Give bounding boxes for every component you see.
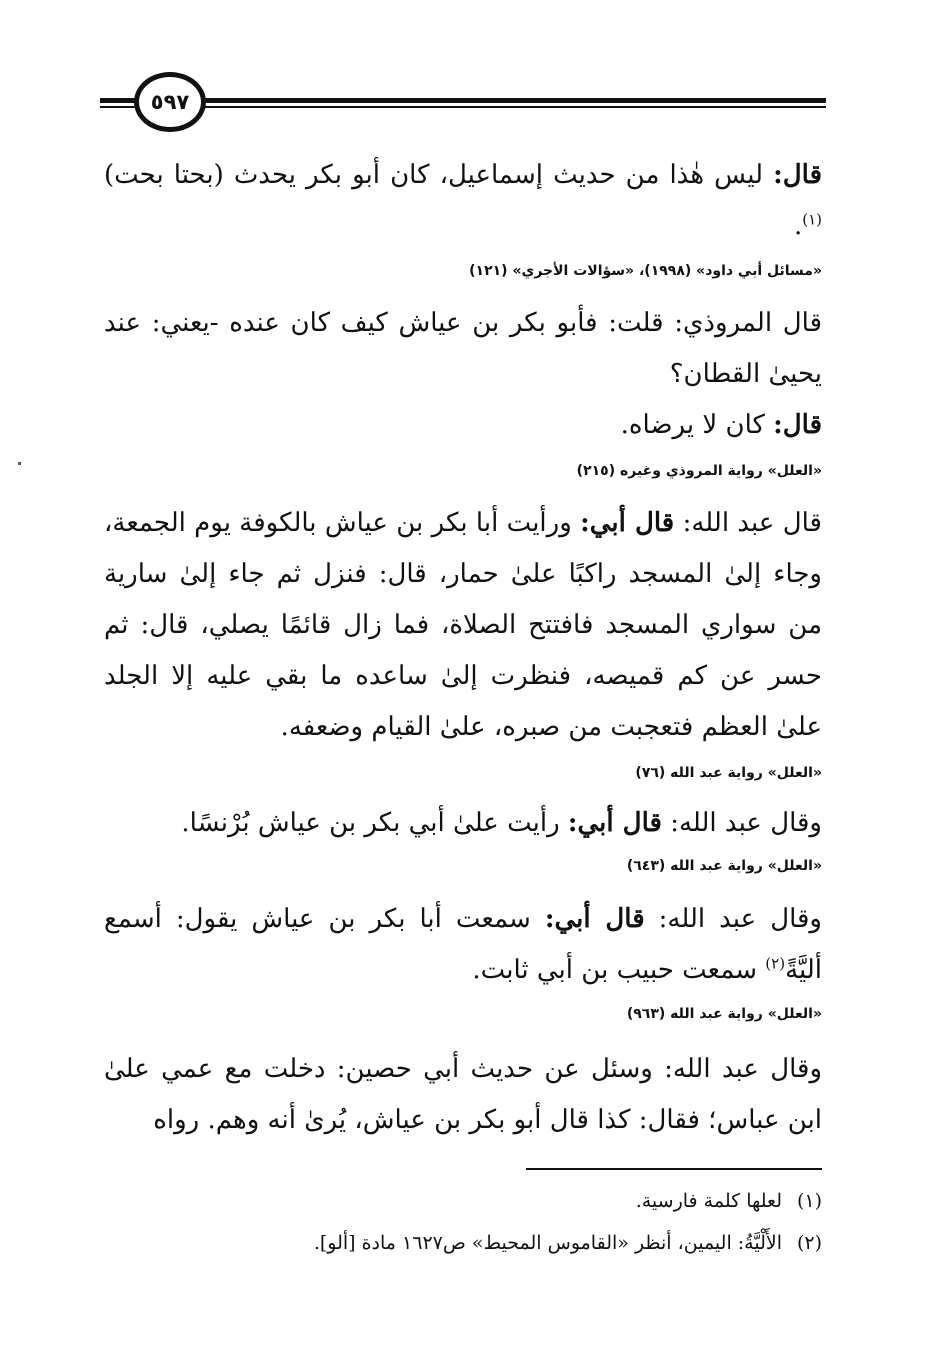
footnote-ref-1: (١) — [802, 210, 822, 229]
header-rule-thick — [200, 98, 826, 103]
paragraph-4 — [104, 498, 822, 753]
paragraph-text: قال المروذي: قلت: فأبو بكر بن عياش كيف كان عنده -يعني: عند يحيىٰ القطان؟ — [104, 308, 822, 389]
paragraph-tail: . — [793, 211, 803, 241]
paragraph-text: رأيت علىٰ أبي بكر بن عياش بُرْنسًا. — [181, 808, 568, 838]
speaker-label: قال أبي: — [580, 508, 675, 538]
footnote-number: (١) — [796, 1190, 822, 1212]
paragraph-text: وقال عبد الله: وسئل عن حديث أبي حصين: دخلت مع عمي علىٰ ابن عباس؛ فقال: كذا قال أبو بكر بن عياش، يُرىٰ أنه وهم. رواه — [104, 1054, 822, 1135]
footnote-2 — [104, 1228, 822, 1258]
source-citation-3: «العلل» رواية عبد الله (٧٦) — [635, 765, 822, 781]
footnote-text: لعلها كلمة فارسية. — [635, 1190, 782, 1212]
paragraph-text: كان لا يرضاه. — [620, 410, 774, 440]
paragraph-6 — [104, 894, 822, 996]
speaker-label: قال أبي: — [567, 808, 662, 838]
paragraph-5 — [104, 798, 822, 849]
paragraph-text: ورأيت أبا بكر بن عياش بالكوفة يوم الجمعة، وجاء إلىٰ المسجد راكبًا علىٰ حمار، قال: فنزل ثم جاء إلىٰ سارية من سواري المسجد فافتتح الصلاة، فما زال قائمًا يصلي، قال: ثم حسر عن كم قميصه، فنظرت إلىٰ ساعده ما بقي عليه إلا الجلد علىٰ العظم فتعجبت من صبره، علىٰ القيام وضعفه. — [104, 508, 822, 742]
paragraph-prefix: قال عبد الله: — [674, 508, 822, 538]
source-citation-5: «العلل» رواية عبد الله (٩٦٣) — [626, 1006, 822, 1022]
scan-speck — [18, 462, 21, 465]
paragraph-tail: سمعت حبيب بن أبي ثابت. — [472, 955, 766, 985]
header-rule-left-thick — [100, 98, 136, 103]
footnote-ref-2: (٢) — [765, 954, 786, 973]
speaker-label: قال أبي: — [544, 904, 645, 934]
header-rule-thin — [200, 106, 826, 108]
footnote-number: (٢) — [796, 1232, 822, 1254]
source-citation-4: «العلل» رواية عبد الله (٦٤٣) — [626, 858, 822, 874]
paragraph-prefix: وقال عبد الله: — [661, 808, 822, 838]
page-header — [100, 72, 826, 132]
page-number: ٥٩٧ — [134, 72, 206, 132]
paragraph-text: سمعت أبا بكر بن عياش يقول: أسمع أليَّةً — [104, 904, 822, 985]
speaker-label: قال: — [773, 410, 822, 440]
paragraph-prefix: وقال عبد الله: — [644, 904, 822, 934]
paragraph-1 — [104, 150, 822, 252]
footnote-text: الأَلْيَّةُ: اليمين، أنظر «القاموس المحيط» ص١٦٢٧ مادة [ألو]. — [313, 1232, 782, 1254]
footnote-separator — [526, 1168, 822, 1170]
source-citation-2: «العلل» رواية المروذي وغيره (٢١٥) — [576, 463, 822, 479]
paragraph-text: ليس هٰذا من حديث إسماعيل، كان أبو بكر يحدث (بحتا بحت) — [104, 160, 774, 190]
footnote-1 — [104, 1186, 822, 1216]
source-citation-1: «مسائل أبي داود» (١٩٩٨)، «سؤالات الأجري» (١٢١) — [469, 263, 822, 279]
header-rule-left-thin — [100, 106, 136, 108]
paragraph-2 — [104, 298, 822, 400]
speaker-label: قال: — [773, 160, 822, 190]
paragraph-7 — [104, 1044, 822, 1146]
paragraph-3 — [104, 400, 822, 451]
